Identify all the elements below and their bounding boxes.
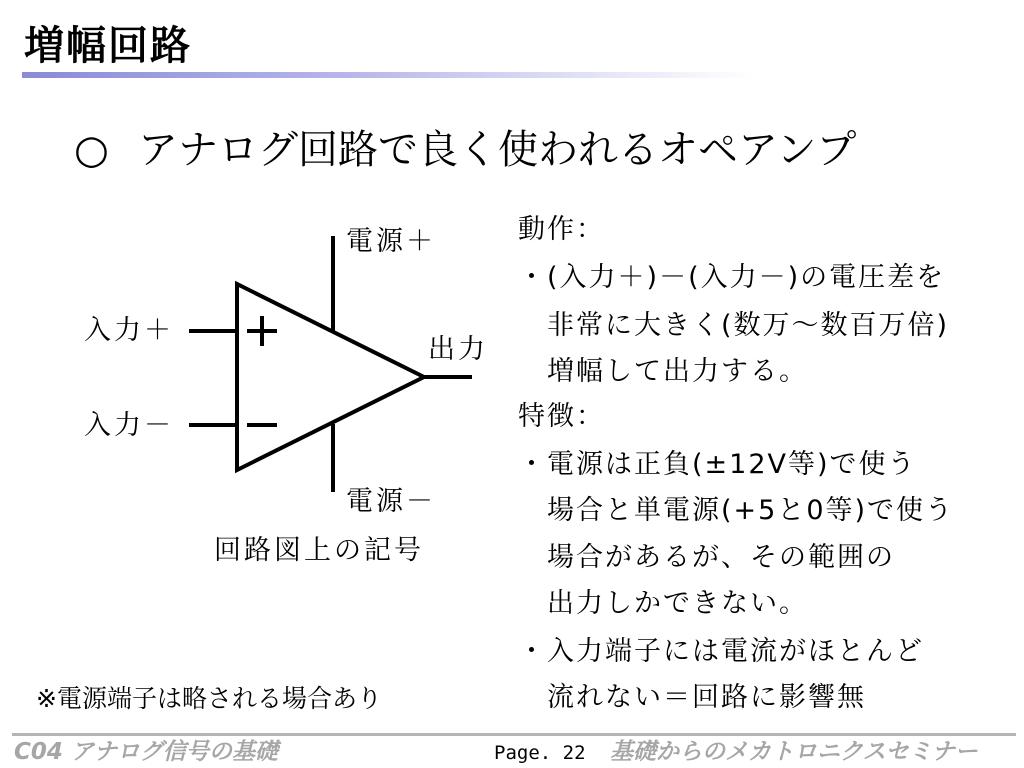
- label-output: 出力: [428, 334, 488, 365]
- desc-line: 非常に大きく(数万～数百万倍): [518, 310, 950, 341]
- opamp-triangle: [237, 284, 424, 470]
- desc-line: ・(入力＋)－(入力－)の電圧差を: [518, 262, 946, 293]
- desc-line: 場合があるが、その範囲の: [518, 542, 895, 573]
- diagram-caption: 回路図上の記号: [214, 535, 424, 566]
- subtitle-text: アナログ回路で良く使われるオペアンプ: [138, 127, 857, 173]
- footer-seminar-title: 基礎からのメカトロニクスセミナー: [610, 739, 978, 765]
- desc-line: 流れない＝回路に影響無: [518, 682, 866, 713]
- label-power-plus: 電源＋: [346, 226, 436, 257]
- desc-line: 特徴：: [518, 401, 605, 432]
- slide-title: 増幅回路: [24, 23, 192, 69]
- footer-divider: [12, 733, 1016, 736]
- footer-chapter: C04 アナログ信号の基礎: [14, 739, 278, 765]
- footnote: ※電源端子は略される場合あり: [36, 684, 382, 713]
- label-input-minus: 入力－: [84, 410, 174, 441]
- label-input-plus: 入力＋: [84, 315, 174, 346]
- desc-line: 動作：: [518, 214, 605, 245]
- desc-line: ・入力端子には電流がほとんど: [518, 636, 924, 667]
- desc-line: 出力しかできない。: [518, 588, 808, 619]
- desc-line: 場合と単電源(+5と0等)で使う: [518, 495, 955, 526]
- footer-page-number: Page. 22: [494, 742, 586, 764]
- desc-line: 増幅して出力する。: [518, 356, 808, 387]
- desc-line: ・電源は正負(±12V等)で使う: [518, 449, 917, 480]
- label-power-minus: 電源－: [346, 486, 436, 517]
- subtitle-bullet: ○: [74, 127, 109, 173]
